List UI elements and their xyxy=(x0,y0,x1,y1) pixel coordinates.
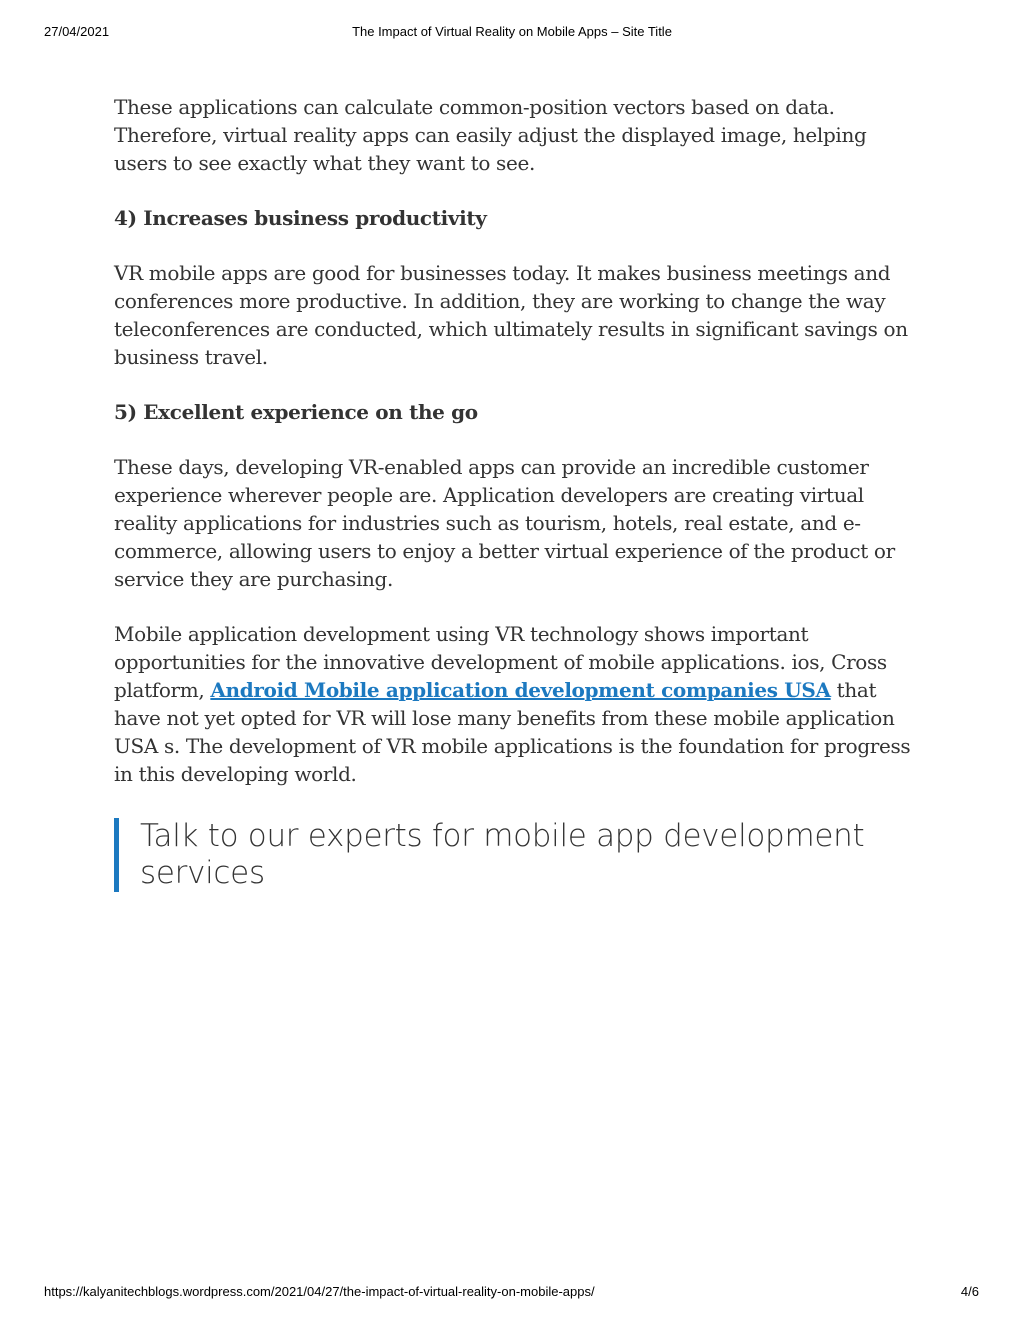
cta-blockquote: Talk to our experts for mobile app development services xyxy=(114,818,920,892)
paragraph-conclusion xyxy=(114,620,914,788)
print-footer xyxy=(0,1284,1024,1302)
print-url: https://kalyanitechblogs.wordpress.com/2021/04/27/the-impact-of-virtual-reality-on-mobile-apps/ xyxy=(44,1284,595,1299)
print-page-title: The Impact of Virtual Reality on Mobile Apps – Site Title xyxy=(352,24,672,39)
conclusion-text-end: that have not yet opted for VR will lose many benefits from these mobile application USA s. The development of VR mobile applications is the foundation for progress in this developing world. xyxy=(114,678,911,786)
heading-experience-on-the-go: 5) Excellent experience on the go xyxy=(114,400,478,424)
heading-business-productivity: 4) Increases business productivity xyxy=(114,206,487,230)
article-body xyxy=(114,93,914,815)
paragraph-experience: These days, developing VR-enabled apps can provide an incredible customer experience wherever people are. Application developers are creating virtual reality applications for industries such as tourism, hotels, real estate, and e-commerce, allowing users to enjoy a better virtual experience of the product or service they are purchasing. xyxy=(114,455,895,591)
print-date: 27/04/2021 xyxy=(44,24,110,39)
paragraph-business: VR mobile apps are good for businesses today. It makes business meetings and conferences more productive. In addition, they are working to change the way teleconferences are conducted, which ultimately results in significant savings on business travel. xyxy=(114,261,908,369)
android-companies-link[interactable]: Android Mobile application development companies USA xyxy=(210,678,831,702)
paragraph-vectors: These applications can calculate common-position vectors based on data. Therefore, virtual reality apps can easily adjust the displayed image, helping users to see exactly what they want to see. xyxy=(114,95,867,175)
print-header xyxy=(0,24,1024,42)
print-page-number: 4/6 xyxy=(960,1284,979,1299)
conclusion-text-start: Mobile application development using VR technology shows important opportunities for the innovative development of mobile applications. ios, Cross platform, xyxy=(114,622,887,702)
